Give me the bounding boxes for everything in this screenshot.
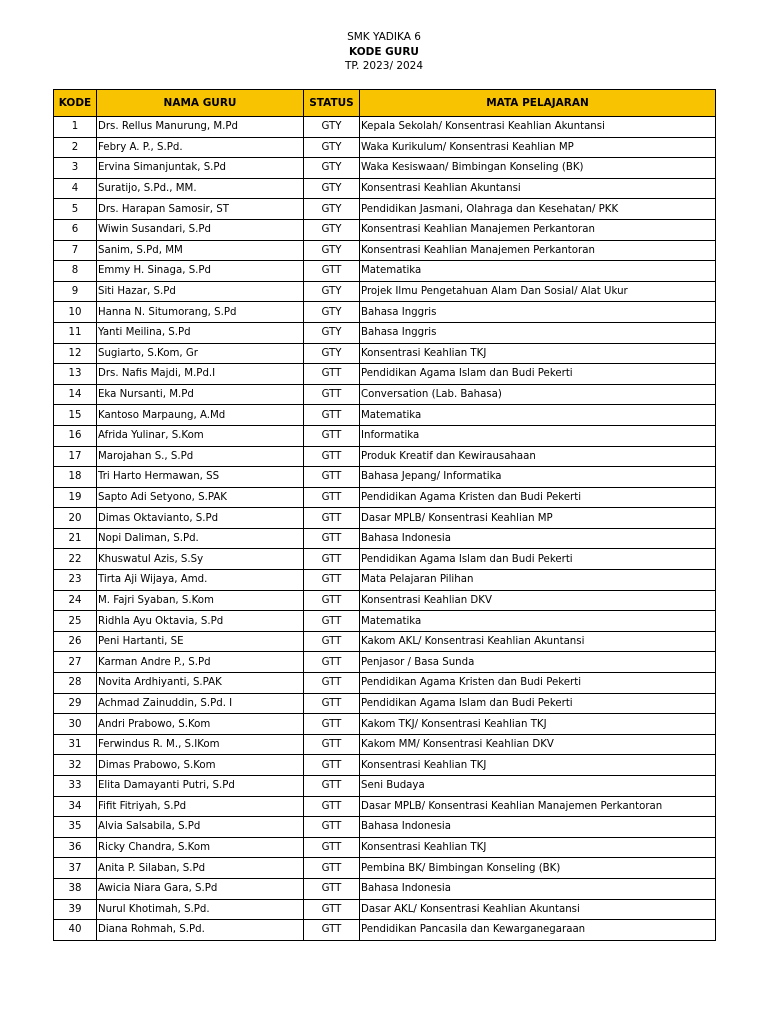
status-cell: GTY <box>304 117 360 138</box>
kode-cell: 33 <box>54 776 97 797</box>
status-cell: GTY <box>304 240 360 261</box>
teacher-name-cell: Fifit Fitriyah, S.Pd <box>97 796 304 817</box>
status-cell: GTT <box>304 796 360 817</box>
table-row <box>54 343 716 364</box>
subject-cell: Penjasor / Basa Sunda <box>360 652 716 673</box>
teacher-name-cell: Hanna N. Situmorang, S.Pd <box>97 302 304 323</box>
status-cell: GTT <box>304 837 360 858</box>
kode-cell: 2 <box>54 137 97 158</box>
status-cell: GTT <box>304 776 360 797</box>
teacher-name-cell: Diana Rohmah, S.Pd. <box>97 920 304 941</box>
subject-cell: Konsentrasi Keahlian TKJ <box>360 755 716 776</box>
teacher-name-cell: Elita Damayanti Putri, S.Pd <box>97 776 304 797</box>
table-row <box>54 796 716 817</box>
teacher-name-cell: Alvia Salsabila, S.Pd <box>97 817 304 838</box>
school-name: SMK YADIKA 6 <box>347 31 421 43</box>
status-cell: GTY <box>304 281 360 302</box>
kode-cell: 36 <box>54 837 97 858</box>
subject-cell: Projek Ilmu Pengetahuan Alam Dan Sosial/ Alat Ukur <box>360 281 716 302</box>
table-row <box>54 899 716 920</box>
document-title: KODE GURU <box>349 45 419 58</box>
teacher-name-cell: Sanim, S.Pd, MM <box>97 240 304 261</box>
subject-cell: Seni Budaya <box>360 776 716 797</box>
subject-cell: Waka Kurikulum/ Konsentrasi Keahlian MP <box>360 137 716 158</box>
subject-cell: Pembina BK/ Bimbingan Konseling (BK) <box>360 858 716 879</box>
table-row <box>54 673 716 694</box>
kode-cell: 29 <box>54 693 97 714</box>
subject-cell: Pendidikan Agama Islam dan Budi Pekerti <box>360 693 716 714</box>
table-row <box>54 467 716 488</box>
subject-cell: Waka Kesiswaan/ Bimbingan Konseling (BK) <box>360 158 716 179</box>
column-header-mapel: MATA PELAJARAN <box>360 90 716 117</box>
teacher-name-cell: Novita Ardhiyanti, S.PAK <box>97 673 304 694</box>
subject-cell: Bahasa Indonesia <box>360 878 716 899</box>
status-cell: GTT <box>304 570 360 591</box>
status-cell: GTT <box>304 631 360 652</box>
subject-cell: Kakom MM/ Konsentrasi Keahlian DKV <box>360 734 716 755</box>
subject-cell: Konsentrasi Keahlian Manajemen Perkantoran <box>360 240 716 261</box>
table-row <box>54 178 716 199</box>
subject-cell: Matematika <box>360 261 716 282</box>
status-cell: GTT <box>304 755 360 776</box>
teacher-name-cell: Tirta Aji Wijaya, Amd. <box>97 570 304 591</box>
table-row <box>54 817 716 838</box>
table-row <box>54 693 716 714</box>
status-cell: GTT <box>304 714 360 735</box>
table-row <box>54 364 716 385</box>
subject-cell: Konsentrasi Keahlian Manajemen Perkantoran <box>360 219 716 240</box>
kode-cell: 4 <box>54 178 97 199</box>
table-row <box>54 322 716 343</box>
teacher-name-cell: Kantoso Marpaung, A.Md <box>97 405 304 426</box>
subject-cell: Dasar MPLB/ Konsentrasi Keahlian Manajemen Perkantoran <box>360 796 716 817</box>
teacher-name-cell: Ricky Chandra, S.Kom <box>97 837 304 858</box>
teacher-name-cell: Febry A. P., S.Pd. <box>97 137 304 158</box>
teacher-name-cell: Emmy H. Sinaga, S.Pd <box>97 261 304 282</box>
column-header-status: STATUS <box>304 90 360 117</box>
teacher-name-cell: Yanti Meilina, S.Pd <box>97 322 304 343</box>
teacher-name-cell: Wiwin Susandari, S.Pd <box>97 219 304 240</box>
teacher-name-cell: Ervina Simanjuntak, S.Pd <box>97 158 304 179</box>
subject-cell: Dasar MPLB/ Konsentrasi Keahlian MP <box>360 508 716 529</box>
status-cell: GTT <box>304 878 360 899</box>
table-row <box>54 878 716 899</box>
subject-cell: Pendidikan Agama Kristen dan Budi Pekerti <box>360 487 716 508</box>
status-cell: GTT <box>304 364 360 385</box>
subject-cell: Bahasa Indonesia <box>360 817 716 838</box>
table-row <box>54 425 716 446</box>
document-header <box>0 30 768 74</box>
teacher-name-cell: Nopi Daliman, S.Pd. <box>97 528 304 549</box>
kode-cell: 21 <box>54 528 97 549</box>
table-row <box>54 405 716 426</box>
teacher-name-cell: Dimas Prabowo, S.Kom <box>97 755 304 776</box>
table-row <box>54 281 716 302</box>
table-row <box>54 158 716 179</box>
teacher-name-cell: Anita P. Silaban, S.Pd <box>97 858 304 879</box>
status-cell: GTY <box>304 322 360 343</box>
subject-cell: Kepala Sekolah/ Konsentrasi Keahlian Akuntansi <box>360 117 716 138</box>
kode-cell: 30 <box>54 714 97 735</box>
subject-cell: Pendidikan Agama Islam dan Budi Pekerti <box>360 549 716 570</box>
teacher-name-cell: Khuswatul Azis, S.Sy <box>97 549 304 570</box>
table-body <box>54 117 716 941</box>
subject-cell: Bahasa Jepang/ Informatika <box>360 467 716 488</box>
table-row <box>54 117 716 138</box>
teacher-name-cell: Drs. Harapan Samosir, ST <box>97 199 304 220</box>
kode-cell: 19 <box>54 487 97 508</box>
kode-cell: 9 <box>54 281 97 302</box>
status-cell: GTT <box>304 549 360 570</box>
table-row <box>54 714 716 735</box>
status-cell: GTT <box>304 734 360 755</box>
subject-cell: Dasar AKL/ Konsentrasi Keahlian Akuntansi <box>360 899 716 920</box>
status-cell: GTT <box>304 508 360 529</box>
kode-cell: 6 <box>54 219 97 240</box>
teacher-name-cell: Karman Andre P., S.Pd <box>97 652 304 673</box>
table-row <box>54 261 716 282</box>
table-row <box>54 137 716 158</box>
subject-cell: Matematika <box>360 611 716 632</box>
table-row <box>54 920 716 941</box>
kode-cell: 37 <box>54 858 97 879</box>
teacher-name-cell: Ridhla Ayu Oktavia, S.Pd <box>97 611 304 632</box>
subject-cell: Konsentrasi Keahlian Akuntansi <box>360 178 716 199</box>
table-row <box>54 487 716 508</box>
kode-cell: 39 <box>54 899 97 920</box>
teacher-name-cell: Peni Hartanti, SE <box>97 631 304 652</box>
table-row <box>54 734 716 755</box>
table-row <box>54 446 716 467</box>
kode-cell: 27 <box>54 652 97 673</box>
kode-cell: 16 <box>54 425 97 446</box>
teacher-name-cell: Afrida Yulinar, S.Kom <box>97 425 304 446</box>
subject-cell: Pendidikan Pancasila dan Kewarganegaraan <box>360 920 716 941</box>
kode-cell: 18 <box>54 467 97 488</box>
teacher-name-cell: Siti Hazar, S.Pd <box>97 281 304 302</box>
status-cell: GTT <box>304 920 360 941</box>
kode-cell: 23 <box>54 570 97 591</box>
kode-cell: 17 <box>54 446 97 467</box>
teacher-name-cell: Drs. Rellus Manurung, M.Pd <box>97 117 304 138</box>
table-row <box>54 240 716 261</box>
kode-cell: 28 <box>54 673 97 694</box>
kode-cell: 31 <box>54 734 97 755</box>
kode-cell: 12 <box>54 343 97 364</box>
table-row <box>54 570 716 591</box>
table-row <box>54 384 716 405</box>
kode-cell: 22 <box>54 549 97 570</box>
table-row <box>54 611 716 632</box>
kode-cell: 25 <box>54 611 97 632</box>
status-cell: GTT <box>304 528 360 549</box>
kode-cell: 11 <box>54 322 97 343</box>
kode-cell: 5 <box>54 199 97 220</box>
status-cell: GTT <box>304 652 360 673</box>
academic-period: TP. 2023/ 2024 <box>344 60 424 72</box>
status-cell: GTY <box>304 137 360 158</box>
status-cell: GTT <box>304 467 360 488</box>
kode-cell: 32 <box>54 755 97 776</box>
status-cell: GTT <box>304 899 360 920</box>
kode-cell: 1 <box>54 117 97 138</box>
status-cell: GTT <box>304 425 360 446</box>
column-header-nama: NAMA GURU <box>97 90 304 117</box>
teacher-name-cell: Eka Nursanti, M.Pd <box>97 384 304 405</box>
status-cell: GTY <box>304 158 360 179</box>
kode-cell: 38 <box>54 878 97 899</box>
teacher-name-cell: Awicia Niara Gara, S.Pd <box>97 878 304 899</box>
subject-cell: Pendidikan Agama Kristen dan Budi Pekerti <box>360 673 716 694</box>
table-row <box>54 837 716 858</box>
teacher-name-cell: Suratijo, S.Pd., MM. <box>97 178 304 199</box>
table-row <box>54 858 716 879</box>
kode-cell: 35 <box>54 817 97 838</box>
kode-cell: 26 <box>54 631 97 652</box>
kode-cell: 7 <box>54 240 97 261</box>
teacher-name-cell: Tri Harto Hermawan, SS <box>97 467 304 488</box>
status-cell: GTY <box>304 219 360 240</box>
subject-cell: Konsentrasi Keahlian TKJ <box>360 837 716 858</box>
table-row <box>54 302 716 323</box>
status-cell: GTT <box>304 446 360 467</box>
subject-cell: Pendidikan Agama Islam dan Budi Pekerti <box>360 364 716 385</box>
status-cell: GTT <box>304 817 360 838</box>
status-cell: GTT <box>304 858 360 879</box>
table-row <box>54 755 716 776</box>
teacher-code-table <box>53 89 716 941</box>
subject-cell: Pendidikan Jasmani, Olahraga dan Kesehatan/ PKK <box>360 199 716 220</box>
table-row <box>54 199 716 220</box>
kode-cell: 34 <box>54 796 97 817</box>
subject-cell: Bahasa Indonesia <box>360 528 716 549</box>
table-row <box>54 549 716 570</box>
teacher-name-cell: M. Fajri Syaban, S.Kom <box>97 590 304 611</box>
table-header-row <box>54 90 716 117</box>
status-cell: GTT <box>304 384 360 405</box>
subject-cell: Kakom TKJ/ Konsentrasi Keahlian TKJ <box>360 714 716 735</box>
teacher-name-cell: Nurul Khotimah, S.Pd. <box>97 899 304 920</box>
subject-cell: Produk Kreatif dan Kewirausahaan <box>360 446 716 467</box>
subject-cell: Informatika <box>360 425 716 446</box>
kode-cell: 13 <box>54 364 97 385</box>
kode-cell: 40 <box>54 920 97 941</box>
status-cell: GTY <box>304 343 360 364</box>
teacher-name-cell: Ferwindus R. M., S.IKom <box>97 734 304 755</box>
teacher-name-cell: Achmad Zainuddin, S.Pd. I <box>97 693 304 714</box>
teacher-name-cell: Sugiarto, S.Kom, Gr <box>97 343 304 364</box>
subject-cell: Bahasa Inggris <box>360 302 716 323</box>
table-row <box>54 776 716 797</box>
column-header-kode: KODE <box>54 90 97 117</box>
status-cell: GTT <box>304 693 360 714</box>
status-cell: GTT <box>304 261 360 282</box>
teacher-name-cell: Marojahan S., S.Pd <box>97 446 304 467</box>
status-cell: GTY <box>304 199 360 220</box>
kode-cell: 8 <box>54 261 97 282</box>
kode-cell: 20 <box>54 508 97 529</box>
status-cell: GTT <box>304 487 360 508</box>
kode-cell: 3 <box>54 158 97 179</box>
status-cell: GTY <box>304 302 360 323</box>
kode-cell: 24 <box>54 590 97 611</box>
subject-cell: Conversation (Lab. Bahasa) <box>360 384 716 405</box>
table-row <box>54 528 716 549</box>
status-cell: GTT <box>304 673 360 694</box>
subject-cell: Konsentrasi Keahlian DKV <box>360 590 716 611</box>
kode-cell: 10 <box>54 302 97 323</box>
teacher-name-cell: Sapto Adi Setyono, S.PAK <box>97 487 304 508</box>
teacher-name-cell: Andri Prabowo, S.Kom <box>97 714 304 735</box>
table-row <box>54 219 716 240</box>
status-cell: GTT <box>304 611 360 632</box>
kode-cell: 14 <box>54 384 97 405</box>
subject-cell: Konsentrasi Keahlian TKJ <box>360 343 716 364</box>
subject-cell: Kakom AKL/ Konsentrasi Keahlian Akuntansi <box>360 631 716 652</box>
teacher-name-cell: Dimas Oktavianto, S.Pd <box>97 508 304 529</box>
subject-cell: Bahasa Inggris <box>360 322 716 343</box>
kode-cell: 15 <box>54 405 97 426</box>
table-row <box>54 590 716 611</box>
subject-cell: Mata Pelajaran Pilihan <box>360 570 716 591</box>
table-row <box>54 508 716 529</box>
subject-cell: Matematika <box>360 405 716 426</box>
status-cell: GTY <box>304 178 360 199</box>
status-cell: GTT <box>304 405 360 426</box>
status-cell: GTT <box>304 590 360 611</box>
table-row <box>54 631 716 652</box>
table-row <box>54 652 716 673</box>
teacher-name-cell: Drs. Nafis Majdi, M.Pd.I <box>97 364 304 385</box>
